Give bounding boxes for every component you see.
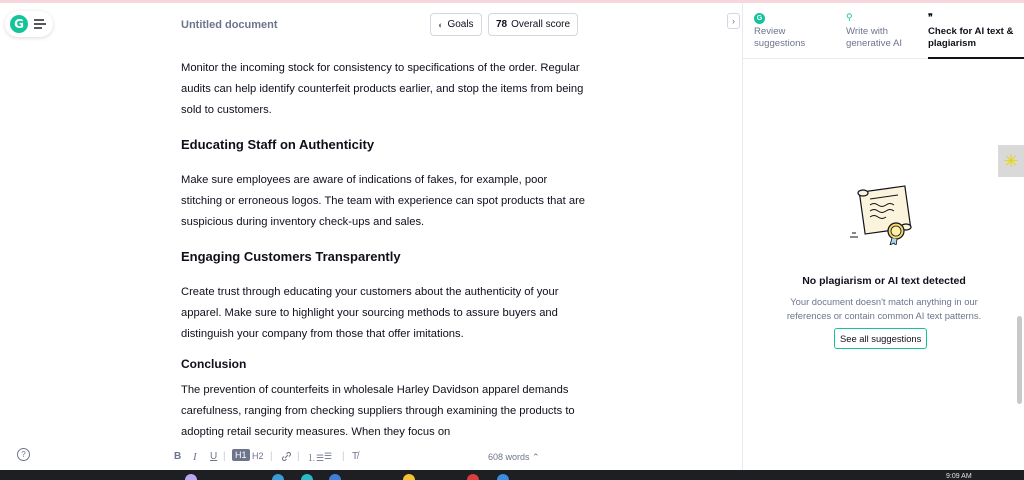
taskbar-app-icon[interactable] <box>497 474 509 480</box>
heading2-button[interactable]: H2 <box>252 451 264 461</box>
panel-tabs <box>743 3 1024 59</box>
result-title: No plagiarism or AI text detected <box>802 275 966 287</box>
taskbar-app-icon[interactable] <box>272 474 284 480</box>
score-label: Overall score <box>511 19 571 30</box>
score-value: 78 <box>496 19 508 30</box>
help-icon[interactable]: ? <box>17 448 30 461</box>
toolbar-divider: | <box>270 451 273 462</box>
scrollbar-thumb[interactable] <box>1017 316 1022 404</box>
menu-lines-icon[interactable] <box>33 17 47 31</box>
taskbar-app-icon[interactable] <box>403 474 415 480</box>
heading-engaging-customers[interactable]: Engaging Customers Transparently <box>181 249 401 264</box>
taskbar-app-icon[interactable] <box>467 474 479 480</box>
result-description: Your document doesn't match anything in our references or contain common AI text patterns. <box>786 296 982 321</box>
paragraph-engaging-customers[interactable]: Create trust through educating your customers about the authenticity of your apparel. Make sure to highlight your sourcing methods to assure buyers and distinguish your company from those that offer imitations. <box>181 286 559 340</box>
active-tab-indicator <box>928 57 1024 59</box>
toolbar-divider: | <box>342 451 345 462</box>
link-icon[interactable] <box>281 451 292 462</box>
heading-educating-staff[interactable]: Educating Staff on Authenticity <box>181 137 375 152</box>
certificate-scroll-icon <box>848 183 918 245</box>
location-pin-icon: ⚲ <box>846 12 853 22</box>
heading-conclusion[interactable]: Conclusion <box>181 357 247 371</box>
overall-score-button[interactable] <box>488 13 578 36</box>
clear-format-icon[interactable]: T̸ <box>352 451 359 462</box>
see-all-suggestions-button[interactable]: See all suggestions <box>834 328 927 349</box>
collapse-panel-button[interactable]: › <box>727 13 740 29</box>
assistant-panel <box>742 3 1024 470</box>
bold-button[interactable]: B <box>174 451 182 462</box>
taskbar-app-icon[interactable] <box>301 474 313 480</box>
goals-label: Goals <box>447 19 474 30</box>
underline-button[interactable]: U <box>210 451 218 462</box>
goals-icon: ◐ <box>438 19 444 30</box>
os-taskbar <box>0 470 1024 480</box>
grammarly-logo[interactable]: G <box>10 15 28 33</box>
quote-icon: ❞ <box>928 12 933 22</box>
paragraph-stock-monitoring[interactable]: Monitor the incoming stock for consistency to specifications of the order. Regular audits can help identify counterfeit products earlier, and stop the items from being sold to customers. <box>181 62 584 116</box>
chevron-up-icon: ⌃ <box>532 452 540 462</box>
taskbar-app-icon[interactable] <box>185 474 197 480</box>
heading1-button[interactable]: H1 <box>232 449 250 461</box>
tab-check-ai-plagiarism[interactable]: ❞ Check for AI text & plagiarism <box>928 11 1024 50</box>
toolbar-divider: | <box>223 451 226 462</box>
taskbar-app-icon[interactable] <box>329 474 341 480</box>
paragraph-educating-staff[interactable]: Make sure employees are aware of indications of fakes, for example, poor stitching or erroneous logos. The team with experience can spot products that are suspicious during inventory check-ups and sales. <box>181 174 586 228</box>
italic-button[interactable]: I <box>193 451 197 463</box>
word-count[interactable]: 608 words ⌃ <box>488 452 540 462</box>
toolbar-divider: | <box>297 451 300 462</box>
taskbar-clock[interactable]: 9:09 AM <box>946 473 972 480</box>
tab-write-generative-ai[interactable]: ⚲ Write with generative AI <box>846 11 918 50</box>
side-widget-icon[interactable]: ✳ <box>998 145 1024 177</box>
bulleted-list-icon[interactable]: ☰ <box>324 451 333 461</box>
document-title[interactable]: Untitled document <box>181 19 278 31</box>
goals-button[interactable] <box>430 13 482 36</box>
tab-review-suggestions[interactable]: G Review suggestions <box>754 15 806 49</box>
paragraph-conclusion[interactable]: The prevention of counterfeits in wholesale Harley Davidson apparel demands carefulness, ranging from checking suppliers through examining the products to adopting retail security measures. When they focus on <box>181 384 575 438</box>
grammarly-mini-icon: G <box>754 13 765 24</box>
numbered-list-icon[interactable]: ⒈☰ <box>307 453 325 463</box>
